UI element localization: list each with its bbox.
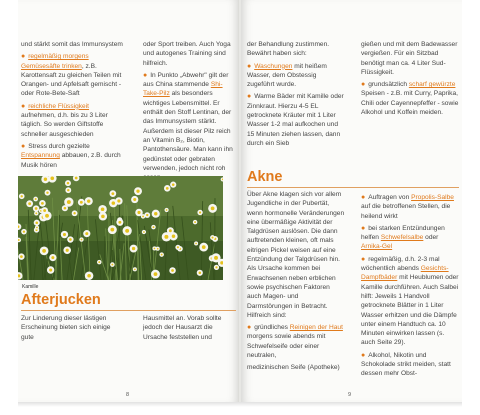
book-bottom-shadow [18,402,462,407]
chamomile-flower [197,270,203,276]
highlighted-term: Reinigen der Haut [289,324,343,332]
left-column-2 [143,40,237,185]
right-page [241,0,462,402]
paragraph-text: Speisen - z.B. mit Curry, Paprika, Chili oder Cayennepfeffer - sowie Alkohol und Koffein meiden. [361,90,459,117]
bullet-icon: ● [143,71,150,79]
chamomile-flower [134,187,142,195]
open-book [18,0,462,415]
chamomile-flower [49,254,56,261]
chamomile-flower [109,199,117,207]
paragraph [361,193,459,221]
chamomile-flower [108,225,117,234]
paragraph-text: oder [423,234,439,242]
chamomile-flower [33,205,39,211]
bullet-icon: ● [247,324,254,332]
paragraph [361,351,459,379]
paragraph-text: Stress durch gezielte [28,142,90,150]
paragraph [143,71,237,183]
right-column-2-top [361,40,459,120]
chamomile-flower [78,199,85,206]
chamomile-flower [34,211,38,215]
paragraph-text: als besonders wichtiges Lebensmittel. Er enthält den Stoff Lentinan, der das Immunsystem stärkt. Außerdem ist dieser Pilz reich an Vitamin B₂, Biotin, Pantothensäure. Man kann ihn gedünstet oder gebraten verwenden, jedoch nicht roh [143,90,233,172]
chamomile-flower [130,245,138,253]
chamomile-flower [170,182,176,188]
paragraph-text: Warme Bäder mit Kamille oder Zinnkraut. Hierzu 4-5 EL getrocknete Kräuter mit 1 Liter Wasser 1-2 mal aufkochen und 15 Minuten ziehen lassen, dann durch ein Sieb [247,93,344,147]
chamomile-flower [169,267,176,274]
chamomile-flower [142,230,146,234]
chamomile-flower [65,187,71,193]
heading-akne: Akne [247,169,283,185]
highlighted-term: reichliche Flüssigkeit [28,102,90,110]
highlighted-term: Schwefelsalbe [380,234,424,242]
chamomile-flower [211,253,220,262]
section-rule [21,310,236,311]
paragraph-text: gießen und mit dem Badewasser vergießen. Für ein Sitzbad benötigt man ca. 4 Liter Sud-Flüssigkeit. [361,41,458,76]
chamomile-flower [19,193,25,199]
paragraph [247,62,345,90]
paragraph [361,224,459,252]
chamomile-flower [26,200,33,207]
chamomile-flower [165,208,169,212]
paragraph-text: aufnehmen, d.h. bis zu 3 Liter täglich. So werden Giftstoffe schneller ausgeschieden [21,112,108,138]
chamomile-flower [131,196,138,203]
page-number-left: 8 [126,392,130,398]
left-column-1 [21,40,123,173]
paragraph-text: mit heißem Wasser, dem Obstessig zugeführt wurde. [247,62,327,89]
right-column-1-bottom [247,190,345,376]
bullet-icon: ● [361,81,368,89]
chamomile-flower [85,271,94,280]
paragraph-text: auf die betroffenen Stellen, die heilend wirkt [361,203,451,220]
chamomile-flower [152,210,160,218]
right-column-2-bottom [361,193,459,382]
highlighted-term: scharf gewürzte [408,81,456,89]
chamomile-flower [214,265,219,270]
paragraph-text: In Punkto „Abwehr" gilt der aus China stammende [143,71,229,89]
chamomile-flower [159,252,163,256]
chamomile-flower [97,260,102,265]
left-bottom-column-1: Zur Linderung dieser lästigen Erscheinung bieten sich einige gute [21,315,111,341]
left-bottom-column-2: Hausmittel an. Vorab sollte jedoch der Hausarzt die Ursache feststellen und [143,315,222,341]
paragraph [247,190,345,320]
bullet-icon: ● [361,224,368,232]
chamomile-flower [151,270,160,279]
paragraph [247,323,345,360]
paragraph [21,142,123,170]
bullet-icon: ● [21,142,28,150]
paragraph-text: medizinischen Seife (Apotheke) [247,364,340,372]
chamomile-flower [197,210,202,215]
chamomile-flower [63,246,71,254]
bullet-icon: ● [247,62,254,70]
page-number-right: 9 [348,392,352,398]
paragraph [361,255,459,348]
chamomile-photo [18,176,223,280]
paragraph-text: oder Sport treiben. Auch Yoga und autogenes Training sind hilfreich. [143,41,231,67]
chamomile-flower [83,230,90,237]
chamomile-flower [210,235,215,240]
chamomile-flower [65,180,71,186]
chamomile-flower [194,241,198,245]
highlighted-term: Propolis-Salbe [411,194,454,201]
photo-caption: Kamille [22,284,39,290]
bullet-icon: ● [361,255,368,263]
paragraph-text: gründliches [254,324,290,332]
paragraph-text: Auftragen von [368,194,412,201]
chamomile-flower [175,245,180,250]
chamomile-flower [21,229,27,235]
right-column-1-top [247,40,345,151]
paragraph [21,52,123,98]
chamomile-flower [199,243,208,252]
paragraph-text: und stärkt somit das Immunsystem [21,41,123,48]
chamomile-flower [208,204,217,213]
bullet-icon: ● [361,351,368,359]
chamomile-flower [41,207,48,214]
paragraph [143,40,237,68]
chamomile-flower [133,267,137,271]
paragraph [247,40,345,59]
chamomile-flower [169,232,177,240]
chamomile-flower [47,266,54,273]
heading-afterjucken: Afterjucken [21,292,101,308]
chamomile-flower [45,190,51,196]
highlighted-term: regelmäßig morgens Gemüsesäfte trinken [21,53,89,70]
paragraph-text: bei starken Entzündungen helfen [361,224,445,242]
chamomile-flower [72,210,78,216]
section-rule-akne [247,187,459,188]
chamomile-flower [79,237,83,241]
paragraph-text: morgens sowie abends mit Schwefelseife oder einer neutralen, [247,333,326,360]
chamomile-flower [39,200,46,207]
chamomile-flower [61,231,68,238]
paragraph-text: abbauen, z.B. durch Musik hören [21,152,121,169]
chamomile-flower [193,220,197,224]
paragraph [361,40,459,77]
chamomile-flower [110,262,115,267]
paragraph-text: regelmäßig, d.h. 2-3 mal wöchentlich abends [361,255,440,273]
chamomile-flower [99,212,107,220]
paragraph-text: , z.B. Karottensaft zu gleichen Teilen mit Orangen- und Apfelsaft gemischt - oder Rote-Bete-Saft [21,62,122,98]
paragraph-text: Alkohol, Nikotin und Schokolade strikt meiden, statt dessen mehr Obst- [361,351,451,378]
chamomile-flower [116,219,123,226]
highlighted-term: Entspannung [21,152,60,160]
paragraph-text: Über Akne klagen sich vor allem Jugendliche in der Pubertät, wenn hormonelle Veränderungen eine übermäßige Aktivität der Talgdrüsen auslösen. Die dann auftretenden kleinen, oft mals eitrigen Pickel weisen auf eine Entzündung der Talgdrüsen hin. Als Ursache kommen bei Erwachsenen neben erblichen sowie psychischen Faktoren auch Magen- und Darmstörungen in Betracht. Hilfreich sind: [247,191,345,319]
paragraph-text: mit Heublumen oder Kamille durchführen. Auch Salbei hilft: Jeweils 1 Handvoll getrocknete Blätter in 1 Liter Wasser erhitzen und die Dämpfe unter einem Handtuch ca. 10 Minuten einwirken lassen (s. auch Seite 29). [361,274,459,347]
left-page [18,0,239,402]
highlighted-term: Gesichts-Dampfbäder [361,265,449,282]
chamomile-flower [18,253,24,259]
chamomile-flower [164,185,171,192]
paragraph-text: der Behandlung zustimmen. Bewährt haben sich: [247,41,330,58]
chamomile-flower [110,190,117,197]
chamomile-flower [85,197,93,205]
chamomile-flower [135,209,143,217]
chamomile-flower [144,212,150,218]
chamomile-flower [67,236,73,242]
chamomile-flower [34,220,40,226]
chamomile-flower [152,246,156,250]
chamomile-flower [64,197,73,206]
paragraph [247,363,345,372]
paragraph [21,40,123,49]
bullet-icon: ● [247,93,254,101]
bullet-icon: ● [21,102,28,110]
paragraph [361,80,459,117]
paragraph [21,102,123,139]
bullet-icon: ● [21,53,28,61]
paragraph-text: grundsätzlich [368,81,409,89]
chamomile-flower [123,226,132,235]
bullet-icon: ● [361,194,368,201]
highlighted-term: Shi-Take-Pilz [143,81,223,98]
paragraph [247,92,345,148]
chamomile-flower [33,197,38,202]
highlighted-term: Arnika-Gel [361,243,393,251]
chamomile-flower [35,225,39,229]
chamomile-flower [40,246,49,255]
highlighted-term: Waschungen [254,62,293,70]
chamomile-flower [151,225,156,230]
